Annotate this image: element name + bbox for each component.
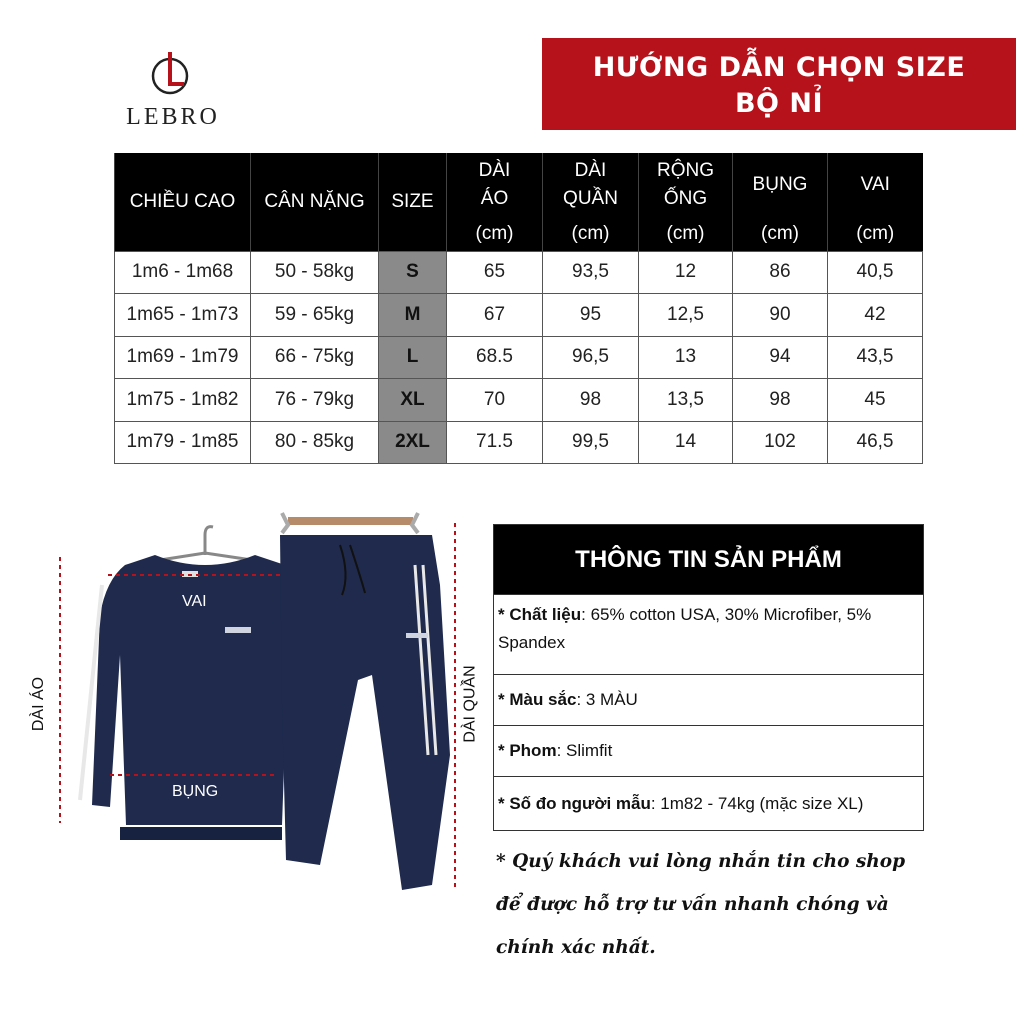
size-cell: M [379, 294, 447, 337]
label-waist: BỤNG [172, 783, 219, 800]
size-cell: S [379, 251, 447, 294]
col-header-leg-width: RỘNG ỐNG [639, 153, 733, 217]
table-cell: 98 [543, 379, 639, 422]
info-row-material [494, 594, 923, 674]
label-shirt-length: DÀI ÁO [30, 676, 48, 732]
unit-label: (cm) [639, 217, 733, 251]
table-row [115, 294, 923, 337]
table-cell: 1m79 - 1m85 [115, 421, 251, 464]
table-row [115, 336, 923, 379]
col-header-size: SIZE [379, 153, 447, 251]
unit-label: (cm) [447, 217, 543, 251]
table-cell: 66 - 75kg [251, 336, 379, 379]
label-shoulder: VAI [182, 593, 207, 610]
table-cell: 1m69 - 1m79 [115, 336, 251, 379]
logo-mark-icon [150, 50, 194, 98]
fit-value: : Slimfit [556, 741, 613, 760]
table-cell: 95 [543, 294, 639, 337]
table-cell: 70 [447, 379, 543, 422]
product-info-title: THÔNG TIN SẢN PHẨM [494, 525, 923, 594]
contact-note: * Quý khách vui lòng nhắn tin cho shop để được hỗ trợ tư vấn nhanh chóng và chính xác nhất. [496, 851, 906, 958]
table-cell: 43,5 [828, 336, 923, 379]
col-header-waist: BỤNG [733, 153, 828, 217]
color-value: : 3 MÀU [576, 690, 638, 709]
table-cell: 65 [447, 251, 543, 294]
table-cell: 67 [447, 294, 543, 337]
col-header-shirt-length: DÀI ÁO [447, 153, 543, 217]
tracksuit-image [20, 505, 480, 925]
label-pants-length: DÀI QUẦN [461, 665, 479, 743]
color-label: * Màu sắc [498, 690, 577, 709]
table-cell: 40,5 [828, 251, 923, 294]
product-info-table [493, 524, 924, 831]
table-cell: 45 [828, 379, 923, 422]
material-value: : 65% cotton USA, 30% Microfiber, 5% Spandex [498, 605, 872, 652]
table-cell: 80 - 85kg [251, 421, 379, 464]
table-cell: 13,5 [639, 379, 733, 422]
table-cell: 86 [733, 251, 828, 294]
model-value: : 1m82 - 74kg (mặc size XL) [650, 794, 864, 813]
size-cell: L [379, 336, 447, 379]
unit-label: (cm) [543, 217, 639, 251]
product-illustration [20, 505, 480, 925]
table-cell: 102 [733, 421, 828, 464]
table-cell: 12,5 [639, 294, 733, 337]
material-label: * Chất liệu [498, 605, 582, 624]
table-cell: 1m75 - 1m82 [115, 379, 251, 422]
table-row [115, 251, 923, 294]
col-header-pants-length: DÀI QUẦN [543, 153, 639, 217]
table-cell: 50 - 58kg [251, 251, 379, 294]
page-subtitle: BỘ NỈ [734, 88, 824, 119]
table-cell: 71.5 [447, 421, 543, 464]
brand-logo [118, 50, 228, 130]
page-title: HƯỚNG DẪN CHỌN SIZE [592, 52, 966, 83]
col-header-weight: CÂN NẶNG [251, 153, 379, 251]
table-cell: 98 [733, 379, 828, 422]
table-cell: 46,5 [828, 421, 923, 464]
fit-label: * Phom [498, 741, 557, 760]
table-cell: 13 [639, 336, 733, 379]
table-cell: 42 [828, 294, 923, 337]
model-label: * Số đo người mẫu [498, 794, 651, 813]
brand-name: LEBRO [126, 104, 220, 130]
col-header-shoulder: VAI [828, 153, 923, 217]
table-cell: 93,5 [543, 251, 639, 294]
page-title-banner [542, 38, 1016, 130]
table-row [115, 421, 923, 464]
table-cell: 1m65 - 1m73 [115, 294, 251, 337]
info-row-model [494, 776, 923, 830]
unit-label: (cm) [828, 217, 923, 251]
size-cell: XL [379, 379, 447, 422]
table-cell: 90 [733, 294, 828, 337]
table-cell: 12 [639, 251, 733, 294]
table-cell: 99,5 [543, 421, 639, 464]
unit-label: (cm) [733, 217, 828, 251]
table-cell: 14 [639, 421, 733, 464]
col-header-height: CHIỀU CAO [115, 153, 251, 251]
size-cell: 2XL [379, 421, 447, 464]
table-cell: 68.5 [447, 336, 543, 379]
hanger-icon [160, 527, 252, 560]
table-cell: 76 - 79kg [251, 379, 379, 422]
table-row [115, 379, 923, 422]
table-cell: 1m6 - 1m68 [115, 251, 251, 294]
table-cell: 59 - 65kg [251, 294, 379, 337]
table-cell: 94 [733, 336, 828, 379]
pants-hanger-icon [288, 517, 413, 525]
size-chart-table [114, 153, 923, 464]
info-row-fit [494, 725, 923, 776]
table-cell: 96,5 [543, 336, 639, 379]
info-row-color [494, 674, 923, 725]
